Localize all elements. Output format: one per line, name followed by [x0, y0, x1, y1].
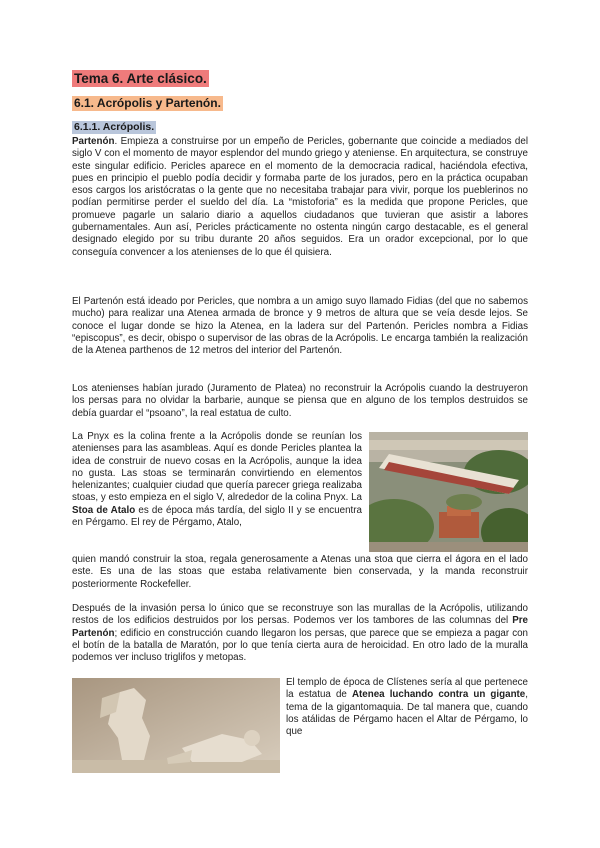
paragraph-stoa-continued: quien mandó construir la stoa, regala generosamente a Atenas una stoa que cierra el ágora en el lado este. Es una de las stoas que estaba relativamente bien conservada, y la manda reconstruir posteriormente Rockefeller.	[72, 554, 528, 590]
paragraph-pnyx-text-b: es de época más tardía, del siglo II y se encuentra en Pérgamo. El rey de Pérgamo, Atalo,	[72, 504, 362, 529]
section-heading: 6.1. Acrópolis y Partenón.	[74, 96, 221, 110]
paragraph-pnyx-text-a: La Pnyx es la colina frente a la Acrópolis donde se reunían los atenienses para las asambleas. Aquí es donde Pericles plantea la idea de construir de nuevo cosas en la Acrópolis, aunque la idea no gusta. Las stoas se terminarán convirtiendo en elementos helenizantes; cualquier ciudad que quería parecer griega realizaba stoas, y esto empieza en el siglo V, alrededor de la colina Pnyx. La	[72, 431, 362, 504]
stoa-aerial-photo	[369, 432, 528, 552]
atenea-gigante-photo	[72, 678, 280, 773]
paragraph-clistenes-text-b: , tema de la gigantomaquia. De tal manera que, cuando los atálidas de Pérgamo hacen el Altar de Pérgamo, lo que	[286, 689, 528, 738]
term-partenon: Partenón	[72, 136, 115, 147]
paragraph-pnyx	[72, 431, 362, 529]
paragraph-clistenes	[286, 677, 528, 738]
term-stoa-de-atalo: Stoa de Atalo	[72, 504, 136, 516]
chapter-heading: Tema 6. Arte clásico.	[74, 71, 207, 86]
paragraph-fidias: El Partenón está ideado por Pericles, que nombra a un amigo suyo llamado Fidias (del que no sabemos mucho) para realizar una Atenea armada de bronce y 9 metros de altura que se veía desde lejos. Se conoce el lugar donde se hizo la Atenea, en la ladera sur del Partenón. Pericles nombra a Fidias “episcopus”, es decir, obispo o supervisor de las obras de la Acrópolis. Le encarga también la realización de la Atenea parthenos de 12 metros del interior del Partenón.	[72, 296, 528, 357]
paragraph-clistenes-text-a: El templo de época de Clístenes sería al que pertenece la estatua de	[286, 677, 528, 701]
paragraph-murallas-text-a: Después de la invasión persa lo único que se reconstruye son las murallas de la Acrópolis, utilizando restos de los edificios destruidos por los persas. Podemos ver los tambores de las columnas del	[72, 603, 528, 627]
paragraph-partenon	[72, 136, 528, 259]
term-atenea-luchando: Atenea luchando contra un gigante	[351, 689, 526, 701]
paragraph-juramento: Los atenienses habían jurado (Juramento de Platea) no reconstruir la Acrópolis cuando la destruyeron los persas para no olvidar la barbarie, aunque se piensa que en alguno de los templos destruidos se debía guardar el “psoano”, la real estatua de culto.	[72, 383, 528, 419]
paragraph-murallas	[72, 603, 528, 664]
term-pre-partenon: Pre Partenón	[72, 615, 528, 639]
paragraph-murallas-text-b: ; edificio en construcción cuando llegaron los persas, que parece que se empieza a pagar con el botín de la batalla de Maratón, por lo que tenía cierta aura de heroicidad. En otro lado de la muralla podemos ver incluso triglifos y metopas.	[72, 627, 528, 664]
subsection-heading: 6.1.1. Acrópolis.	[74, 121, 155, 133]
paragraph-partenon-text: . Empieza a construirse por un empeño de Pericles, gobernante que coincide a mediados del siglo V con el momento de mayor esplendor del mundo griego y ateniense. En arquitectura, se construye este singular edificio. Pericles aparece en el momento de la democracia radical, haciéndola efectiva, pues en principio el pueblo podía decidir y formaba parte de los jurados, pero en la práctica ocupaban esos cargos los aristócratas o la gente que no necesitaba trabajar para vivir, porque los pueblerinos no podían permitirse perder el sueldo del día. La “mistoforia” es la medida que propone Pericles, que promueve pagarle un salario diario a aquellos ciudadanos que tuvieran que asistir a labores gubernamentales. Aun así, Pericles prácticamente no ostenta ningún cargo destacable, es el general designado elegido por su tribu durante 20 años seguidos. Era un orador excepcional, por lo que conseguía convencer a los atenienses de lo que él quisiera.	[72, 136, 528, 258]
